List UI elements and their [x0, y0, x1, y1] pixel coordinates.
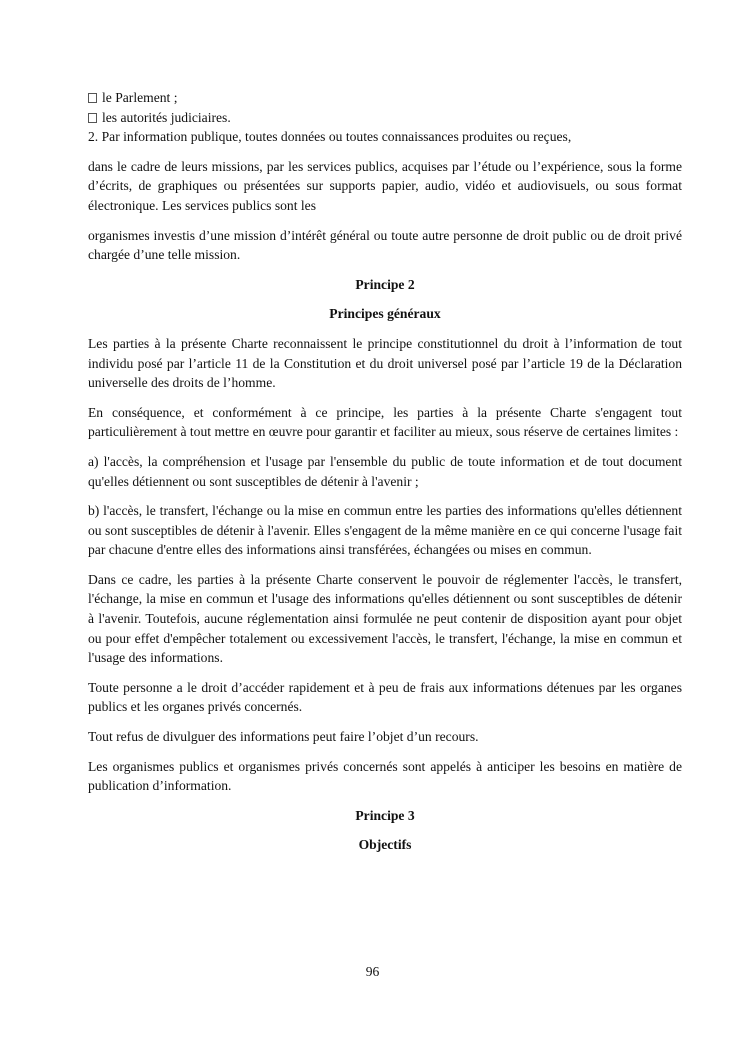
list-item-text: les autorités judiciaires. — [102, 109, 231, 125]
paragraph-organismes: Les organismes publics et organismes privés concernés sont appelés à anticiper les besoins en matière de publication d’information. — [88, 758, 682, 794]
heading-principe-3: Principe 3 — [355, 807, 415, 823]
paragraph-definition-end: organismes investis d’une mission d’intérêt général ou toute autre personne de droit public ou de droit privé chargée d’une telle mission. — [88, 227, 682, 263]
paragraph-refus: Tout refus de divulguer des informations peut faire l’objet d’un recours. — [88, 729, 479, 745]
paragraph-definition-start: 2. Par information publique, toutes données ou toutes connaissances produites ou reçues, — [88, 129, 572, 145]
heading-objectifs: Objectifs — [358, 837, 412, 853]
missing-glyph-icon — [88, 113, 97, 123]
list-item-text: le Parlement ; — [102, 90, 178, 105]
paragraph-definition-continued: dans le cadre de leurs missions, par les services publics, acquises par l’étude ou l’expérience, sous la forme d’écrits, de graphiques ou présentées sur supports papier, audio, vidéo et audiovisuels, ou sous format électronique. Les services publics sont les — [88, 158, 682, 213]
heading-principe-2: Principe 2 — [355, 276, 415, 292]
paragraph-item-b: b) l'accès, le transfert, l'échange ou la mise en commun entre les parties des informations qu'elles détiennent ou sont susceptibles de détenir à l'avenir. Elles s'engagent de la même manière en ce qui concerne l'usage fait par chacune d'entre elles des informations ainsi transférées, échangées ou mises en commun. — [88, 503, 682, 558]
paragraph-cadre: Dans ce cadre, les parties à la présente Charte conservent le pouvoir de réglementer l'accès, le transfert, l'échange, la mise en commun et l'usage des informations qu'elles détiennent ou sont susceptibles de détenir à l'avenir. Toutefois, aucune réglementation ainsi formulée ne peut contenir de disposition ayant pour objet ou pour effet d'empêcher totalement ou excessivement l'accès, le transfert, l'échange, la mise en commun et l'usage des informations. — [88, 571, 682, 666]
page-number: 96 — [365, 964, 380, 979]
paragraph-droit: Toute personne a le droit d’accéder rapidement et à peu de frais aux informations détenues par les organes publics et les organes privés concernés. — [88, 679, 682, 715]
document-page — [88, 88, 682, 865]
list-item — [88, 108, 682, 128]
heading-principes-generaux: Principes généraux — [329, 306, 441, 322]
paragraph-parties: Les parties à la présente Charte reconnaissent le principe constitutionnel du droit à l’information de tout individu posé par l’article 11 de la Constitution et du droit universel posé par l’article 19 de la Déclaration universelle des droits de l’homme. — [88, 335, 682, 391]
paragraph-consequence: En conséquence, et conformément à ce principe, les parties à la présente Charte s'engagent tout particulièrement à tout mettre en œuvre pour garantir et faciliter au mieux, sous réserve de certaines limites : — [88, 404, 682, 440]
paragraph-item-a: a) l'accès, la compréhension et l'usage par l'ensemble du public de toute information et de tout document qu'elles détiennent ou sont susceptibles de détenir à l'avenir ; — [88, 453, 682, 489]
list-item — [88, 88, 682, 108]
missing-glyph-icon — [88, 93, 97, 103]
